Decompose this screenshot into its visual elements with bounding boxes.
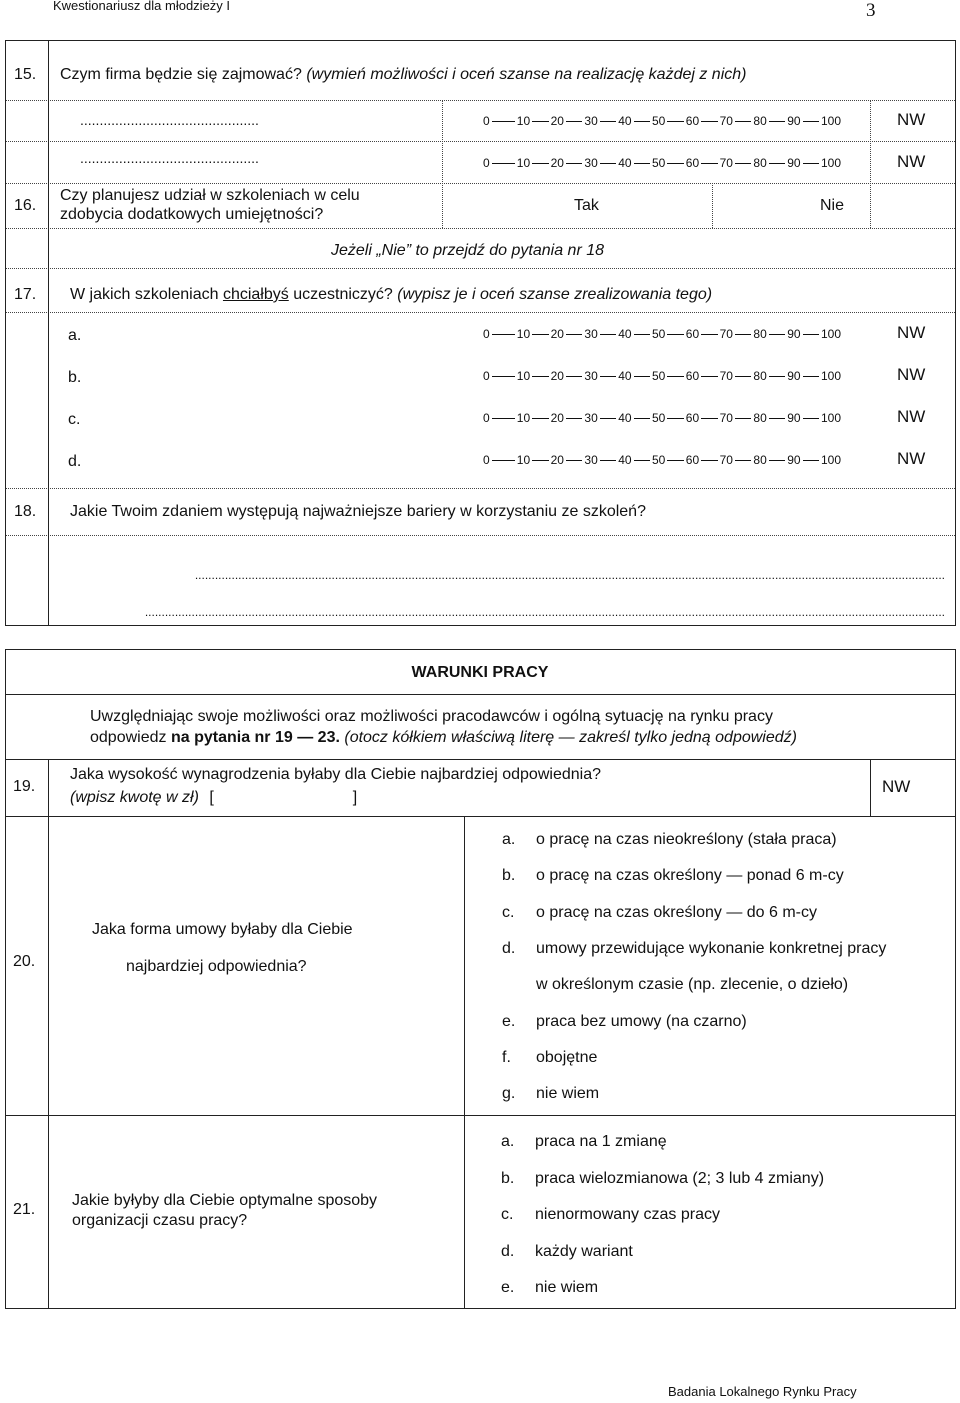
q20-text-line-2: najbardziej odpowiednia? (126, 958, 307, 975)
scale-value-50[interactable]: 50 (652, 369, 666, 383)
q21-option[interactable] (501, 1206, 720, 1224)
q20-option-text: praca bez umowy (na czarno) (536, 1012, 747, 1030)
scale-value-20[interactable]: 20 (550, 453, 564, 467)
scale-value-90[interactable]: 90 (787, 453, 801, 467)
scale-value-80[interactable]: 80 (753, 453, 767, 467)
scale-value-0[interactable]: 0 (483, 453, 490, 467)
q17-question (70, 286, 712, 304)
q17-text-suffix: uczestniczyć? (293, 286, 393, 303)
scale-value-40[interactable]: 40 (618, 369, 632, 383)
scale-value-20[interactable]: 20 (550, 369, 564, 383)
q20-option-text: o pracę na czas nieokreślony (stała praca) (536, 831, 837, 848)
scale-value-60[interactable]: 60 (685, 369, 700, 383)
q20-option[interactable] (502, 1013, 747, 1031)
q15-scale-2-nw[interactable]: NW (897, 152, 926, 171)
section-intro-bold: na pytania nr 19 — 23. (170, 729, 340, 746)
scale-value-70[interactable]: 70 (719, 453, 733, 467)
scale-value-70[interactable]: 70 (719, 114, 733, 128)
scale-value-30[interactable]: 30 (584, 156, 598, 170)
scale-value-90[interactable]: 90 (787, 327, 801, 341)
scale-value-50[interactable]: 50 (652, 114, 666, 128)
q20-option[interactable] (502, 1085, 599, 1103)
q20-option-letter[interactable]: a. (502, 831, 516, 848)
q20-option[interactable] (502, 831, 837, 849)
scale-value-90[interactable]: 90 (787, 369, 801, 383)
scale-value-40[interactable]: 40 (618, 411, 632, 425)
scale-value-30[interactable]: 30 (584, 327, 598, 341)
q20-option[interactable] (502, 904, 817, 922)
scale-value-70[interactable]: 70 (719, 411, 733, 425)
q21-option-letter[interactable]: d. (501, 1242, 515, 1260)
q20-option-text: o pracę na czas określony — ponad 6 m-cy (536, 867, 844, 885)
document-footer: Badania Lokalnego Rynku Pracy (668, 1384, 857, 1399)
q17-text-underlined: chciałbyś (222, 286, 289, 303)
q21-option-letter[interactable]: c. (501, 1206, 514, 1223)
scale-value-70[interactable]: 70 (719, 369, 733, 383)
q15-answer-line-2[interactable]: .............................................. (80, 150, 259, 166)
q17-item-a: a. (68, 327, 82, 344)
q20-option-text: obojętne (536, 1048, 598, 1066)
scale-value-60[interactable]: 60 (685, 453, 700, 467)
q15-scale-2 (483, 156, 843, 172)
scale-value-40[interactable]: 40 (618, 453, 632, 467)
scale-value-0[interactable]: 0 (483, 156, 490, 170)
q17-scale-c-nw[interactable]: NW (897, 407, 926, 426)
q19-nw[interactable]: NW (882, 777, 911, 796)
q20-option[interactable] (502, 940, 886, 958)
q15-question (60, 66, 746, 84)
q17-scale-a (483, 327, 843, 343)
scale-value-30[interactable]: 30 (584, 114, 598, 128)
scale-value-100[interactable]: 100 (821, 327, 842, 341)
scale-value-30[interactable]: 30 (584, 453, 598, 467)
scale-value-40[interactable]: 40 (618, 327, 632, 341)
q15-number: 15. (14, 66, 37, 83)
q21-question (72, 1191, 377, 1231)
q18-text: Jakie Twoim zdaniem występują najważniejsze bariery w korzystaniu ze szkoleń? (70, 503, 646, 520)
scale-value-50[interactable]: 50 (652, 156, 666, 170)
q15-answer-line-1[interactable]: .............................................. (80, 112, 259, 128)
q15-hint: (wymień możliwości i oceń szanse na realizację każdej z nich) (306, 66, 747, 83)
scale-value-80[interactable]: 80 (753, 327, 767, 341)
scale-value-80[interactable]: 80 (753, 114, 767, 128)
q20-option-letter[interactable]: d. (502, 939, 516, 957)
q21-option-text: nienormowany czas pracy (535, 1206, 720, 1223)
q17-item-d: d. (68, 453, 82, 470)
scale-value-50[interactable]: 50 (652, 453, 666, 467)
q17-item-b: b. (68, 369, 82, 386)
section-intro-line-2 (90, 729, 797, 747)
scale-value-30[interactable]: 30 (584, 411, 598, 425)
q17-number: 17. (14, 286, 37, 303)
q21-number: 21. (13, 1201, 36, 1218)
scale-value-20[interactable]: 20 (550, 156, 564, 170)
scale-value-10[interactable]: 10 (516, 453, 531, 467)
scale-value-50[interactable]: 50 (652, 411, 666, 425)
q20-option[interactable] (502, 867, 844, 885)
q16-skip-note: Jeżeli „Nie” to przejdź do pytania nr 18 (331, 242, 605, 259)
section-intro-line-1: Uwzględniając swoje możliwości oraz możliwości pracodawców i ogólną sytuację na rynku pracy (90, 708, 773, 725)
q21-option-letter[interactable]: a. (501, 1133, 515, 1150)
scale-value-80[interactable]: 80 (753, 369, 767, 383)
section-intro-italic: (otocz kółkiem właściwą literę — zakreśl tylko jedną odpowiedź) (344, 729, 797, 746)
q21-option[interactable] (501, 1279, 598, 1297)
scale-value-10[interactable]: 10 (516, 156, 531, 170)
scale-value-100[interactable]: 100 (821, 369, 842, 383)
q15-scale-1 (483, 114, 843, 130)
scale-value-0[interactable]: 0 (483, 114, 490, 128)
q20-number: 20. (13, 953, 36, 970)
document-header-title: Kwestionariusz dla młodzieży I (53, 0, 231, 13)
q16-text-line-2: zdobycia dodatkowych umiejętności? (60, 206, 324, 223)
q17-text-prefix: W jakich szkoleniach (70, 286, 219, 303)
scale-value-0[interactable]: 0 (483, 327, 490, 341)
q17-scale-a-nw[interactable]: NW (897, 323, 926, 342)
q20-option-letter[interactable]: e. (502, 1012, 516, 1030)
q21-option-letter[interactable]: e. (501, 1279, 515, 1296)
q20-option-letter[interactable]: c. (502, 903, 515, 921)
scale-value-20[interactable]: 20 (550, 114, 564, 128)
scale-value-60[interactable]: 60 (685, 156, 700, 170)
scale-value-0[interactable]: 0 (483, 411, 490, 425)
q19-bracket-close: ] (352, 789, 358, 806)
scale-value-90[interactable]: 90 (787, 156, 801, 170)
scale-value-90[interactable]: 90 (787, 411, 801, 425)
q16-number: 16. (14, 197, 37, 214)
scale-value-10[interactable]: 10 (516, 327, 531, 341)
scale-value-10[interactable]: 10 (516, 114, 531, 128)
scale-value-20[interactable]: 20 (550, 411, 564, 425)
q21-option-text: praca na 1 zmianę (535, 1133, 667, 1150)
q21-option-text: nie wiem (535, 1279, 599, 1296)
q16-question (60, 186, 360, 224)
q20-option (502, 976, 848, 994)
scale-value-10[interactable]: 10 (516, 411, 531, 425)
scale-value-70[interactable]: 70 (719, 327, 733, 341)
scale-value-50[interactable]: 50 (652, 327, 666, 341)
q21-option-text: praca wielozmianowa (2; 3 lub 4 zmiany) (535, 1169, 825, 1187)
scale-value-80[interactable]: 80 (753, 156, 767, 170)
q17-hint: (wypisz je i oceń szanse zrealizowania tego) (397, 286, 713, 303)
q20-option-text: nie wiem (536, 1085, 600, 1103)
scale-value-60[interactable]: 60 (685, 327, 700, 341)
scale-value-60[interactable]: 60 (685, 114, 700, 128)
q20-option[interactable] (502, 1049, 597, 1067)
scale-value-80[interactable]: 80 (753, 411, 767, 425)
scale-value-90[interactable]: 90 (787, 114, 801, 128)
q17-scale-d (483, 453, 843, 469)
scale-value-100[interactable]: 100 (821, 114, 842, 128)
section-intro-prefix: odpowiedz (90, 729, 167, 746)
q17-item-c: c. (68, 411, 81, 428)
scale-value-0[interactable]: 0 (483, 369, 490, 383)
q18-number: 18. (14, 503, 37, 520)
q19-text: Jaka wysokość wynagrodzenia byłaby dla Ciebie najbardziej odpowiednia? (70, 766, 601, 783)
q20-option-letter[interactable]: f. (502, 1048, 511, 1066)
q16-option-yes[interactable]: Tak (574, 197, 599, 214)
q21-text-line-2: organizacji czasu pracy? (72, 1212, 248, 1229)
q21-option-letter[interactable]: b. (501, 1169, 515, 1187)
q21-text-line-1: Jakie byłyby dla Ciebie optymalne sposoby (72, 1192, 378, 1209)
q20-option-text: o pracę na czas określony — do 6 m-cy (536, 903, 818, 921)
q19-number: 19. (13, 778, 36, 795)
q20-option-letter[interactable]: g. (502, 1085, 516, 1103)
scale-value-30[interactable]: 30 (584, 369, 598, 383)
q21-option[interactable] (501, 1133, 667, 1151)
scale-value-100[interactable]: 100 (821, 156, 842, 170)
scale-value-40[interactable]: 40 (618, 114, 632, 128)
q18-answer-line-1[interactable]: ................................................................................................................................................................................................................................. (194, 568, 945, 582)
scale-value-100[interactable]: 100 (821, 411, 842, 425)
q20-option-text: w określonym czasie (np. zlecenie, o dzieło) (536, 976, 849, 994)
q19-amount-row (70, 789, 357, 807)
q15-scale-1-nw[interactable]: NW (897, 110, 926, 129)
q17-scale-b-nw[interactable]: NW (897, 365, 926, 384)
scale-value-60[interactable]: 60 (685, 411, 700, 425)
q17-scale-d-nw[interactable]: NW (897, 449, 926, 468)
q21-option[interactable] (501, 1170, 824, 1188)
q16-option-no[interactable]: Nie (820, 197, 845, 214)
page-number: 3 (866, 0, 876, 21)
q18-answer-line-2[interactable]: ................................................................................................................................................................................................................................................ (144, 605, 945, 619)
scale-value-20[interactable]: 20 (550, 327, 564, 341)
q21-option[interactable] (501, 1243, 633, 1261)
q19-bracket-open: [ (209, 789, 214, 806)
scale-value-10[interactable]: 10 (516, 369, 531, 383)
section-title: WARUNKI PRACY (411, 664, 549, 681)
q20-option-letter[interactable]: b. (502, 867, 516, 885)
scale-value-100[interactable]: 100 (821, 453, 842, 467)
q15-text: Czym firma będzie się zajmować? (60, 66, 302, 83)
scale-value-40[interactable]: 40 (618, 156, 632, 170)
q16-text-line-1: Czy planujesz udział w szkoleniach w celu (60, 187, 360, 204)
scale-value-70[interactable]: 70 (719, 156, 733, 170)
q17-scale-c (483, 411, 843, 427)
q20-text-line-1: Jaka forma umowy byłaby dla Ciebie (92, 921, 353, 938)
q19-hint: (wpisz kwotę w zł) (70, 789, 199, 806)
q17-scale-b (483, 369, 843, 385)
q20-option-text: umowy przewidujące wykonanie konkretnej pracy (536, 939, 887, 957)
q21-option-text: każdy wariant (535, 1242, 633, 1260)
